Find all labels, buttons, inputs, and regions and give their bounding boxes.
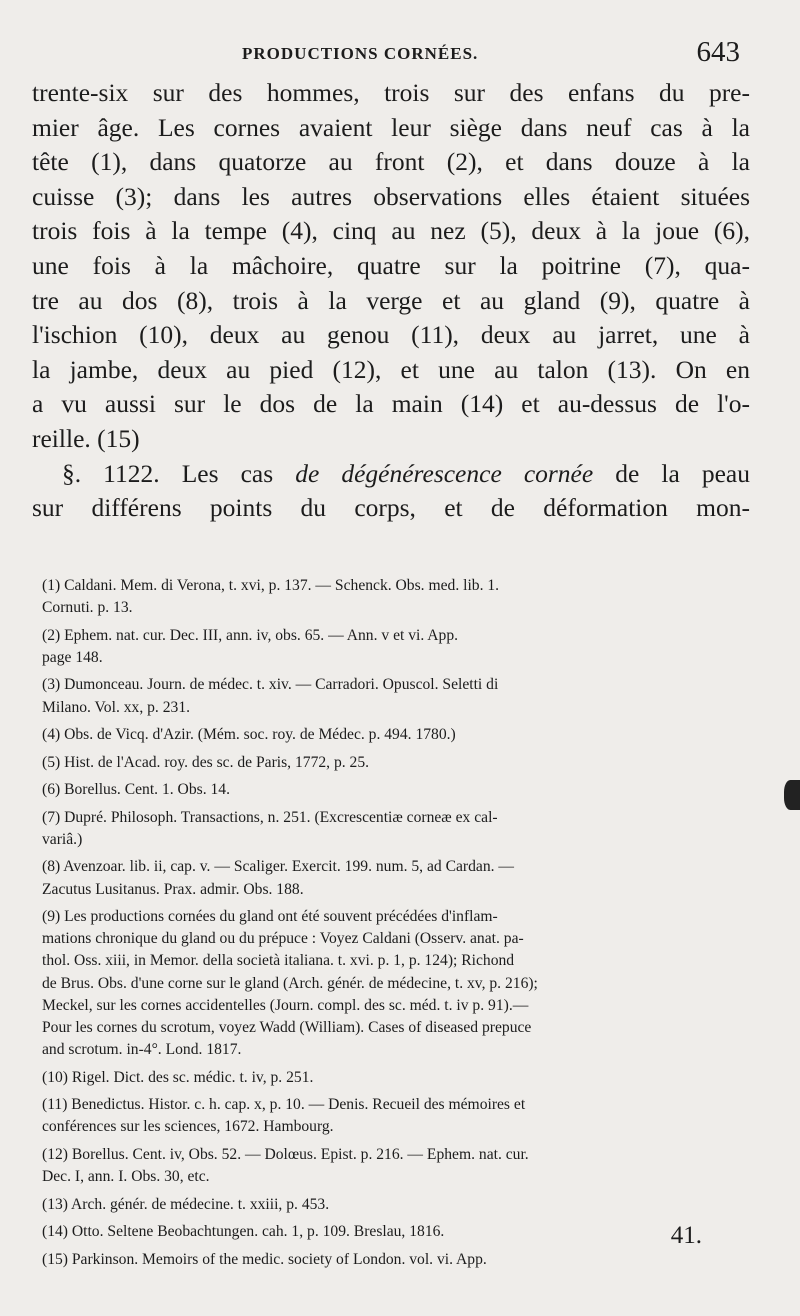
text-line: tre au dos (8), trois à la verge et au gland (9), quatre à — [32, 285, 750, 315]
footnote — [42, 1094, 752, 1138]
footnote-line: de Brus. Obs. d'une corne sur le gland (Arch. génér. de médecine, t. xv, p. 216); — [42, 974, 538, 992]
footnote — [42, 906, 752, 1061]
footnotes — [42, 575, 752, 1276]
footnote-line: conférences sur les sciences, 1672. Hambourg. — [42, 1118, 334, 1136]
section-rest: de la peau — [615, 458, 750, 488]
footnote-line: (10) Rigel. Dict. des sc. médic. t. iv, p. 251. — [42, 1068, 314, 1086]
footnote — [42, 856, 752, 900]
footnote — [42, 1249, 752, 1271]
footnote — [42, 807, 752, 851]
footnote-line: (14) Otto. Seltene Beobachtungen. cah. 1, p. 109. Breslau, 1816. — [42, 1223, 445, 1241]
text-line: la jambe, deux au pied (12), et une au talon (13). On en — [32, 354, 750, 384]
page-header — [32, 38, 740, 78]
footnote-line: and scrotum. in-4°. Lond. 1817. — [42, 1041, 242, 1059]
footnote-line: (3) Dumonceau. Journ. de médec. t. xiv. — Carradori. Opuscol. Seletti di — [42, 676, 499, 694]
footnote-line: (12) Borellus. Cent. iv, Obs. 52. — Dolœus. Epist. p. 216. — Ephem. nat. cur. — [42, 1145, 529, 1163]
footnote — [42, 1194, 752, 1216]
footnote — [42, 752, 752, 774]
text-line: tête (1), dans quatorze au front (2), et dans douze à la — [32, 147, 750, 177]
main-text — [32, 76, 750, 526]
footnote — [42, 1067, 752, 1089]
footnote-line: Pour les cornes du scrotum, voyez Wadd (William). Cases of diseased prepuce — [42, 1019, 532, 1037]
footnote — [42, 1144, 752, 1188]
text-line: trois fois à la tempe (4), cinq au nez (5), deux à la joue (6), — [32, 216, 750, 246]
footnote-line: (1) Caldani. Mem. di Verona, t. xvi, p. 137. — Schenck. Obs. med. lib. 1. — [42, 577, 500, 594]
footnote — [42, 779, 752, 801]
footnote-line: (4) Obs. de Vicq. d'Azir. (Mém. soc. roy. de Médec. p. 494. 1780.) — [42, 726, 456, 744]
footnote-line: (8) Avenzoar. lib. ii, cap. v. — Scaliger. Exercit. 199. num. 5, ad Cardan. — — [42, 858, 515, 876]
footnote-line: Milano. Vol. xx, p. 231. — [42, 698, 191, 716]
section-heading-line — [32, 457, 750, 492]
text-line: sur différens points du corps, et de déformation mon- — [32, 493, 750, 523]
footnote-line: (5) Hist. de l'Acad. roy. des sc. de Paris, 1772, p. 25. — [42, 753, 370, 771]
text-line: cuisse (3); dans les autres observations elles étaient situées — [32, 181, 750, 211]
footnote-line: (9) Les productions cornées du gland ont été souvent précédées d'inflam- — [42, 908, 498, 926]
footnote — [42, 1221, 752, 1243]
footnote-line: (6) Borellus. Cent. 1. Obs. 14. — [42, 781, 230, 799]
text-line: une fois à la mâchoire, quatre sur la poitrine (7), qua- — [32, 250, 750, 280]
footnote — [42, 724, 752, 746]
text-line: mier âge. Les cornes avaient leur siège dans neuf cas à la — [32, 112, 750, 142]
page-edge-smudge — [784, 780, 800, 810]
footnote-line: (15) Parkinson. Memoirs of the medic. society of London. vol. vi. App. — [42, 1250, 487, 1268]
running-title: PRODUCTIONS CORNÉES. — [242, 44, 479, 63]
footnote-line: mations chronique du gland ou du prépuce : Voyez Caldani (Osserv. anat. pa- — [42, 930, 524, 948]
footnote-line: (2) Ephem. nat. cur. Dec. III, ann. iv, obs. 65. — Ann. v et vi. App. — [42, 626, 459, 644]
page-number: 643 — [696, 36, 740, 68]
text-line: a vu aussi sur le dos de la main (14) et au-dessus de l'o- — [32, 389, 750, 419]
footnote-line: Dec. I, ann. I. Obs. 30, etc. — [42, 1168, 210, 1186]
section-number: §. 1122. — [62, 458, 160, 488]
signature-mark: 41. — [670, 1222, 702, 1249]
footnote-line: (7) Dupré. Philosoph. Transactions, n. 251. (Excrescentiæ corneæ ex cal- — [42, 808, 498, 826]
footnote-line: (13) Arch. génér. de médecine. t. xxiii, p. 453. — [42, 1195, 330, 1213]
footnote-line: Cornuti. p. 13. — [42, 599, 133, 617]
footnote — [42, 674, 752, 718]
section-lead: Les cas — [181, 458, 274, 488]
footnote-line: Zacutus Lusitanus. Prax. admir. Obs. 188. — [42, 880, 304, 898]
footnote-line: (11) Benedictus. Histor. c. h. cap. x, p. 10. — Denis. Recueil des mémoires et — [42, 1096, 526, 1114]
text-line: trente-six sur des hommes, trois sur des enfans du pre- — [32, 78, 750, 107]
section-italic-term: de dégénérescence cornée — [295, 458, 594, 488]
footnote-line: variâ.) — [42, 830, 83, 848]
footnote-line: page 148. — [42, 648, 103, 666]
footnote — [42, 625, 752, 669]
footnote — [42, 575, 752, 619]
text-line: reille. (15) — [32, 423, 140, 453]
footnote-line: thol. Oss. xiii, in Memor. della società italiana. t. xvi. p. 1, p. 124); Richond — [42, 952, 515, 970]
text-line: l'ischion (10), deux au genou (11), deux au jarret, une à — [32, 320, 750, 350]
footnote-line: Meckel, sur les cornes accidentelles (Journ. compl. des sc. méd. t. iv p. 91).— — [42, 996, 529, 1014]
